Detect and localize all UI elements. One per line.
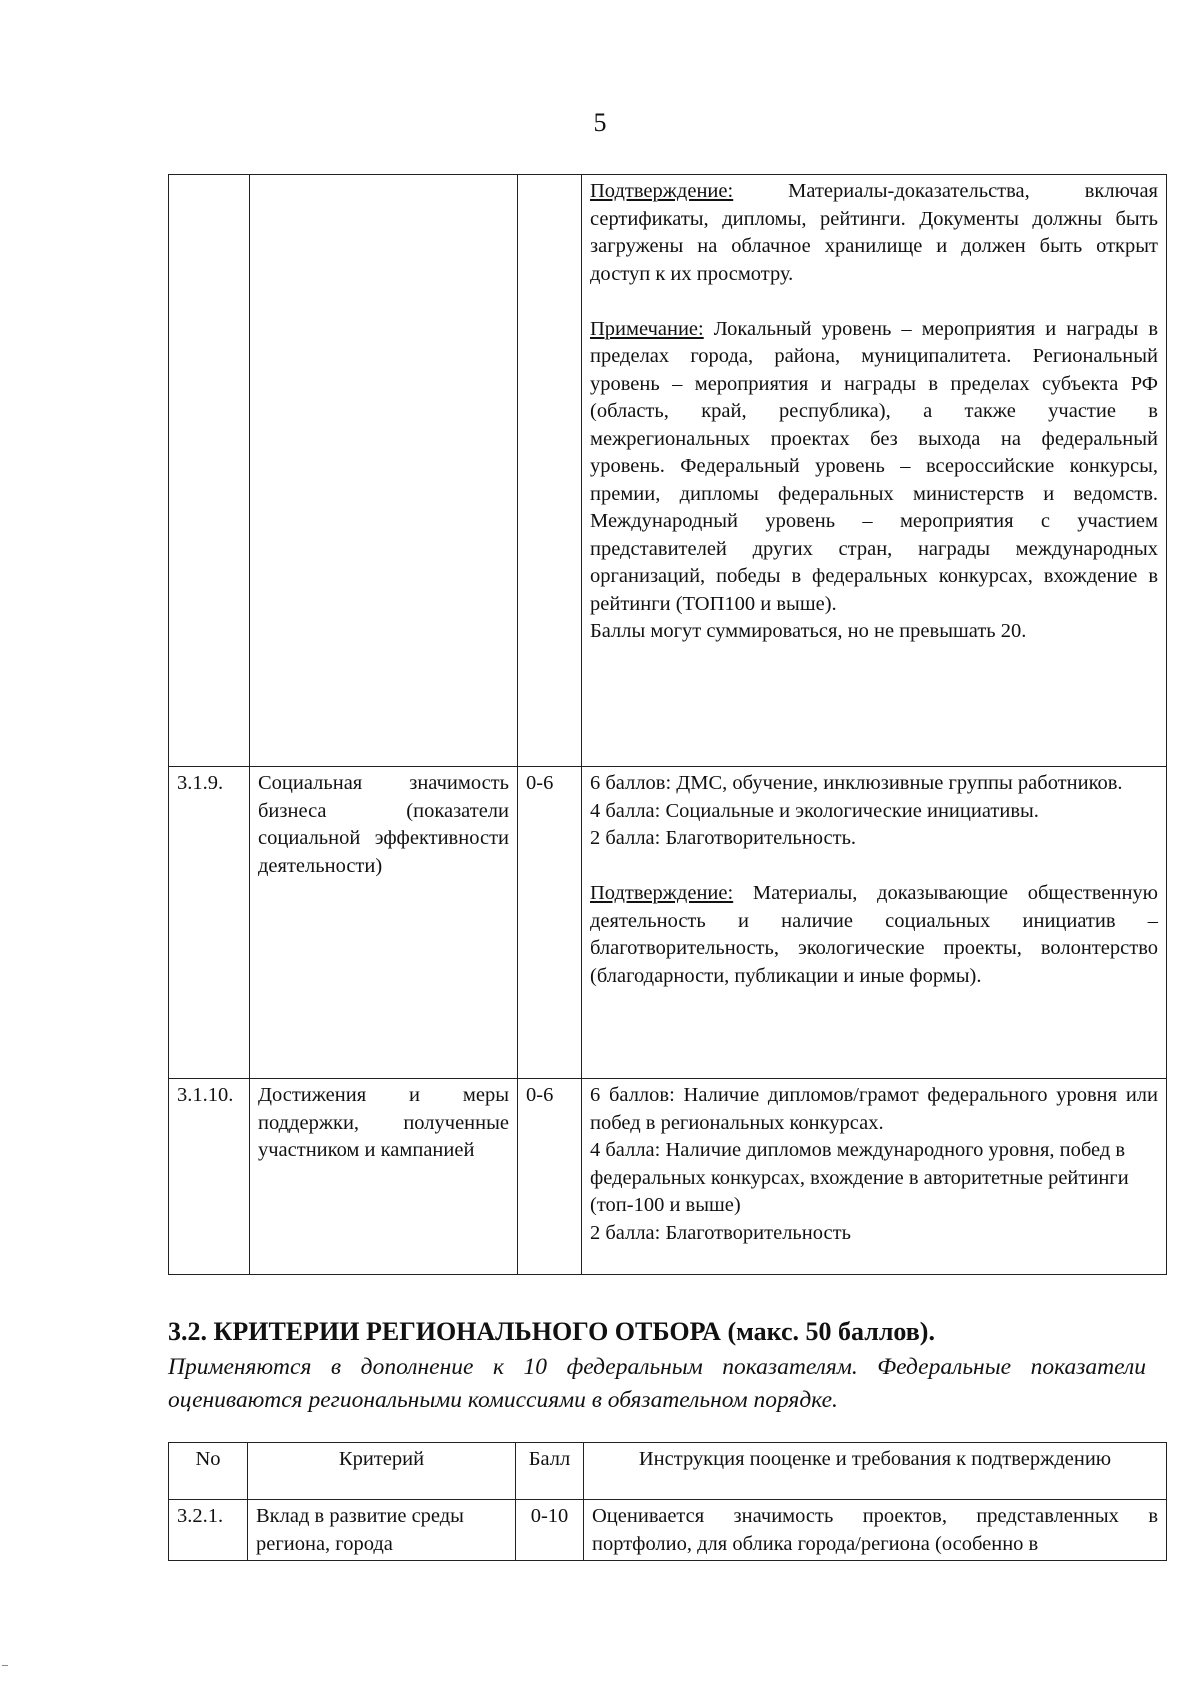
note-label: Примечание: — [590, 317, 704, 340]
confirmation-text: Материалы, доказывающие общественную деятельность и наличие социальных инициатив – благотворительность, экологические проекты, волонтерство (благодарности, публикации и иные формы). — [590, 882, 1159, 987]
criterion-cell: Вклад в развитие среды региона, города — [248, 1500, 516, 1561]
score-6-text: 6 баллов: Наличие дипломов/грамот федерального уровня или побед в региональных конкурсах. — [590, 1084, 1158, 1134]
score-2-text: 2 балла: Благотворительность. — [590, 827, 857, 849]
table-row — [169, 1500, 1167, 1561]
confirmation-block — [590, 178, 1158, 288]
criteria-table-federal — [168, 174, 1167, 1275]
score-cell: 0-6 — [518, 767, 582, 1079]
note-text: Локальный уровень – мероприятия и награды в пределах города, района, муниципалитета. Региональный уровень – мероприятия и награды в пределах субъекта РФ (область, край, республика), а также участие в межрегиональных проектах без выхода на федеральный уровень. Федеральный уровень – всероссийские конкурсы, премии, дипломы федеральных министерств и ведомств. Международный уровень – мероприятия с участием представителей других стран, награды международных организаций, победы в федеральных конкурсах, вхождение в рейтинги (ТОП100 и выше). — [590, 317, 1159, 615]
criterion-cell — [250, 175, 518, 767]
column-header-criterion: Критерий — [248, 1443, 516, 1500]
section-note: Применяются в дополнение к 10 федеральным показателям. Федеральные показатели оцениваются региональными комиссиями в обязательном порядке. — [168, 1354, 1146, 1413]
column-header-instruction: Инструкция пооценке и требования к подтверждению — [584, 1443, 1167, 1500]
score-2-text: 2 балла: Благотворительность — [590, 1221, 851, 1244]
table-row — [169, 767, 1167, 1079]
table-header-row — [169, 1443, 1167, 1500]
sum-text: Баллы могут суммироваться, но не превышать 20. — [590, 620, 1027, 642]
score-cell — [518, 175, 582, 767]
confirmation-label: Подтверждение: — [590, 882, 734, 904]
score-cell: 0-6 — [518, 1079, 582, 1275]
criterion-cell: Достижения и меры поддержки, полученные участником и кампанией — [250, 1079, 518, 1275]
number-cell: 3.2.1. — [169, 1500, 248, 1561]
section-heading: 3.2. КРИТЕРИИ РЕГИОНАЛЬНОГО ОТБОРА (макс. 50 баллов). — [168, 1317, 935, 1346]
instruction-cell — [582, 1079, 1167, 1275]
score-4-text: 4 балла: Социальные и экологические инициативы. — [590, 799, 1039, 822]
number-cell: 3.1.9. — [169, 767, 250, 1079]
table-row — [169, 175, 1167, 767]
confirmation-block — [590, 880, 1158, 990]
column-header-score: Балл — [516, 1443, 584, 1500]
table-row — [169, 1079, 1167, 1275]
number-cell: 3.1.10. — [169, 1079, 250, 1275]
criteria-table-regional — [168, 1442, 1167, 1561]
instruction-cell — [582, 767, 1167, 1079]
confirmation-label: Подтверждение: — [590, 180, 734, 202]
criterion-cell: Социальная значимость бизнеса (показатели социальной эффективности деятельности) — [250, 767, 518, 1079]
instruction-cell: Оценивается значимость проектов, представленных в портфолио, для облика города/региона (особенно в — [584, 1500, 1167, 1561]
page-number: 5 — [593, 108, 607, 137]
score-4-text: 4 балла: Наличие дипломов международного уровня, побед в федеральных конкурсах, вхождение в авторитетные рейтинги (топ-100 и выше) — [590, 1139, 1129, 1216]
confirmation-text: Материалы-доказательства, включая сертификаты, дипломы, рейтинги. Документы должны быть загружены на облачное хранилище и должен быть открыт доступ к их просмотру. — [590, 180, 1158, 285]
score-cell: 0-10 — [516, 1500, 584, 1561]
score-6-text: 6 баллов: ДМС, обучение, инклюзивные группы работников. — [590, 772, 1123, 794]
number-cell — [169, 175, 250, 767]
column-header-no: No — [169, 1443, 248, 1500]
instruction-cell — [582, 175, 1167, 767]
margin-mark — [2, 1665, 8, 1666]
note-block — [590, 316, 1158, 619]
